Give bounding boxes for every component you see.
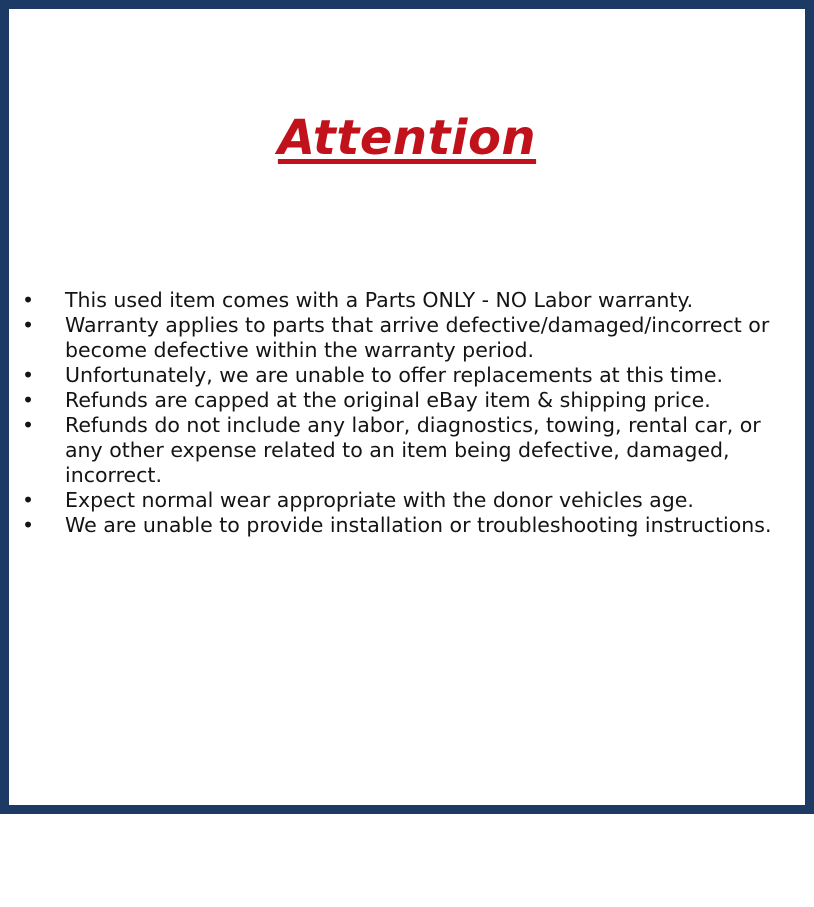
list-item-text: This used item comes with a Parts ONLY - NO Labor warranty. <box>65 288 694 313</box>
attention-heading: Attention <box>277 110 537 166</box>
bullet-icon: • <box>22 488 35 513</box>
bullet-icon: • <box>22 363 35 388</box>
bullet-icon: • <box>22 513 35 538</box>
list-item <box>9 488 775 513</box>
list-item <box>9 513 775 538</box>
list-item-text: Refunds do not include any labor, diagnostics, towing, rental car, or any other expense related to an item being defective, damaged, incorrect. <box>65 413 761 488</box>
notice-panel <box>9 111 805 907</box>
list-item <box>9 313 775 363</box>
list-item <box>9 413 775 488</box>
bullet-icon: • <box>22 313 35 338</box>
list-item-text: Refunds are capped at the original eBay item & shipping price. <box>65 388 711 413</box>
warranty-list <box>9 288 805 538</box>
list-item-text: Unfortunately, we are unable to offer replacements at this time. <box>65 363 723 388</box>
list-item <box>9 288 775 313</box>
bullet-icon: • <box>22 388 35 413</box>
bullet-icon: • <box>22 288 35 313</box>
list-item-text: We are unable to provide installation or troubleshooting instructions. <box>65 513 772 538</box>
list-item-text: Warranty applies to parts that arrive defective/damaged/incorrect or become defective within the warranty period. <box>65 313 770 363</box>
list-item <box>9 363 775 388</box>
list-item <box>9 388 775 413</box>
bullet-icon: • <box>22 413 35 438</box>
list-item-text: Expect normal wear appropriate with the donor vehicles age. <box>65 488 694 513</box>
